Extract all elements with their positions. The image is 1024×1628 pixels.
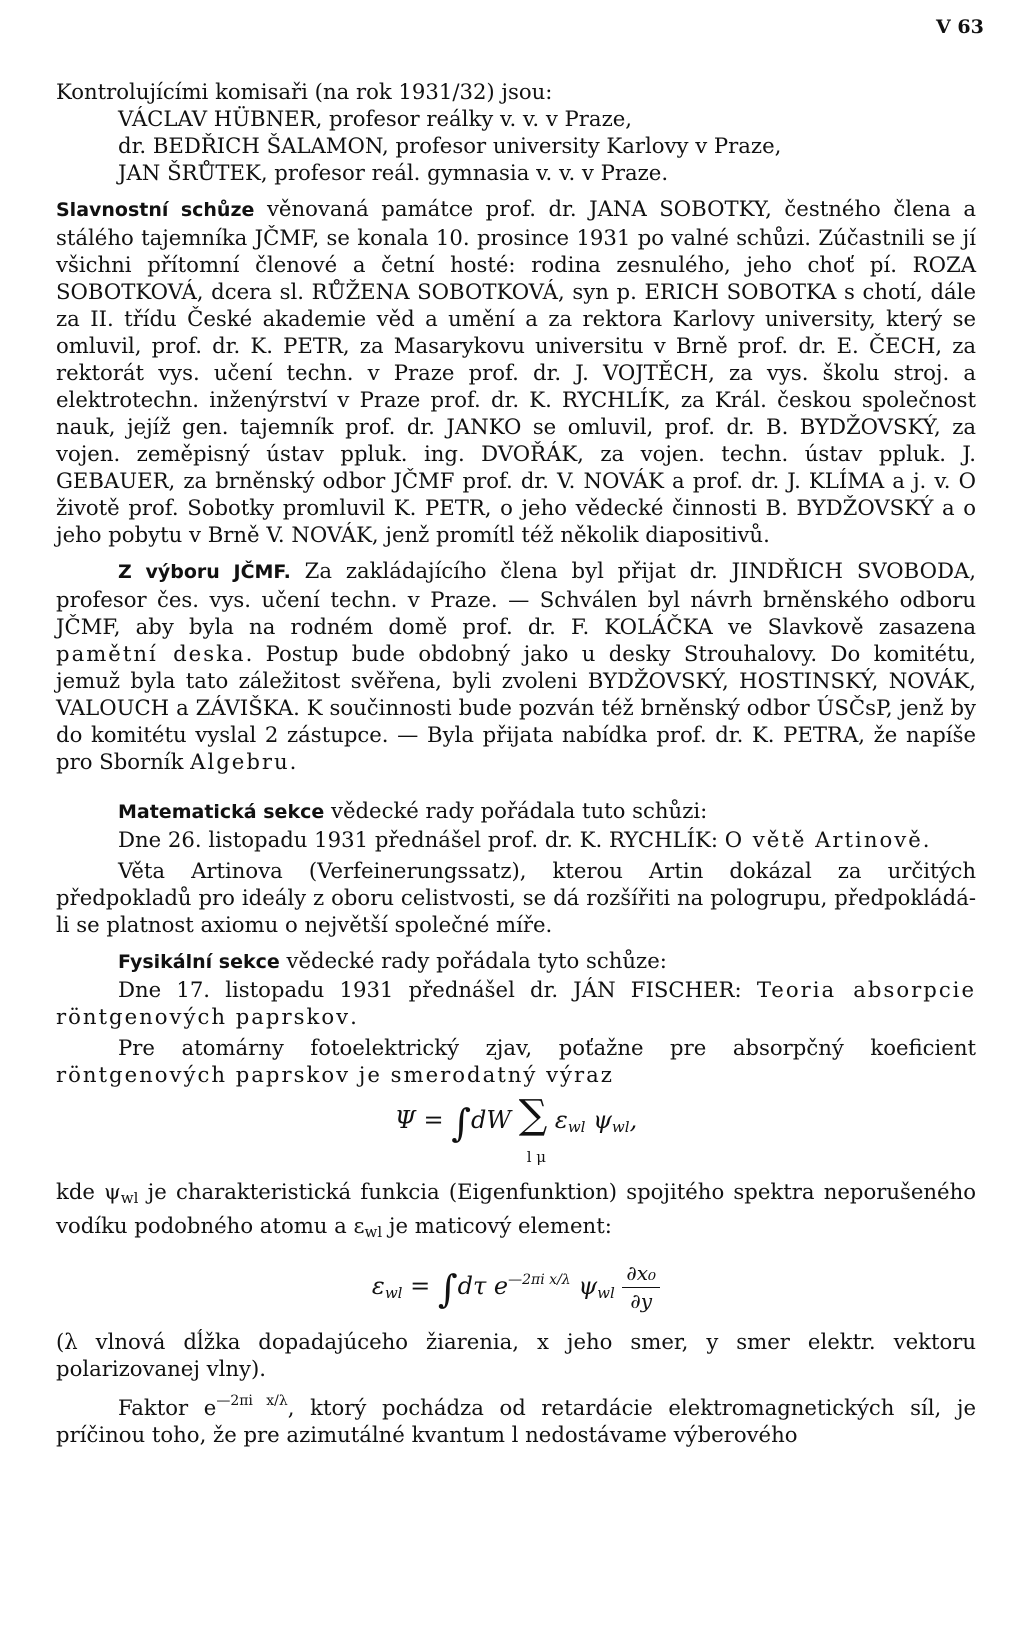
epsilon-formula: εwl = ∫dτ $e^{—2\pi i x/\lambda}$ ψwl $\frac{\text{∂x₀}}{\partial y}$ <box>56 1246 976 1328</box>
rychlik-lecture: Dne 26. listopadu 1931 přednášel prof. dr. K. RYCHLÍK: O větě Artinově. <box>118 827 930 852</box>
sigma-symbol: ∑ l μ <box>518 1092 548 1166</box>
fischer-lecture: Dne 17. listopadu 1931 přednášel dr. JÁN FISCHER: Teoria absorpcie röntgenových paprskov. <box>56 977 976 1029</box>
commissioner-2: dr. BEDŘICH ŠALAMON, profesor university Karlovy v Praze, <box>118 133 782 158</box>
partial-fraction: $\frac{\text{∂x₀}}{\partial y}$ <box>622 1260 660 1315</box>
factor-paragraph: Faktor $e^{—2\pi i x/\lambda}$, ktorý pochádza od retardácie elektromagnetických síl, je príčinou toho, že pre azimutálné kvantum l nedostávame výberového <box>56 1393 976 1447</box>
artin-paragraph: Věta Artinova (Verfeinerungssatz), kterou Artin dokázal za určitých předpokladů pro ideály z oboru celistvosti, se dá rozšířiti na pologrupu, předpokládá-li se platnost axiomu o největší společné míře. <box>56 858 976 937</box>
psi-formula: Ψ = ∫dW ∑ l μ εwl ψwl, <box>394 1092 638 1166</box>
commissioners-intro: Kontrolujícími komisaři (na rok 1931/32) jsou: <box>56 79 553 104</box>
math-section-paragraph: Matematická sekce vědecké rady pořádala tuto schůzi: <box>118 798 708 823</box>
committee-heading: Z výboru JČMF. <box>118 561 291 583</box>
commissioner-3: JAN ŠRŮTEK, profesor reál. gymnasia v. v. v Praze. <box>118 160 669 185</box>
page-text <box>56 78 976 1448</box>
ceremony-heading: Slavnostní schůze <box>56 199 255 221</box>
eigenfunction-paragraph: kde ψwl je charakteristická funkcia (Eigenfunktion) spojitého spektra neporušeného vodíku podobného atomu a εwl je maticový element: <box>56 1179 976 1241</box>
physics-section-paragraph: Fysikální sekce vědecké rady pořádala tyto schůze: <box>118 948 667 973</box>
page-number: V 63 <box>936 16 984 38</box>
ceremony-paragraph: Slavnostní schůze věnovaná památce prof. dr. JANA SOBOTKY, čestného člena a stálého tajemníka JČMF, se konala 10. prosince 1931 po valné schůzi. Zúčastnili se jí všichni přítomní členové a četní hosté: rodina zesnulého, jeho choť pí. ROZA SOBOTKOVÁ, dcera sl. RŮŽENA SOBOTKOVÁ, syn p. ERICH SOBOTKA s chotí, dále za II. třídu České akademie věd a umění a za rektora Karlovy university, který se omluvil, prof. dr. K. PETR, za Masarykovu universitu v Brně prof. dr. E. ČECH, za rektorát vys. učení techn. v Praze prof. dr. J. VOJTĚCH, za vys. školu stroj. a elektrotechn. inženýrství v Praze prof. dr. K. RYCHLÍK, za Král. českou společnost nauk, jejíž gen. tajemník prof. dr. JANKO se omluvil, prof. dr. B. BYDŽOVSKÝ, za vojen. zeměpisný ústav ppluk. ing. DVOŘÁK, za vojen. techn. ústav ppluk. J. GEBAUER, za brněnský odbor JČMF prof. dr. V. NOVÁK a prof. dr. J. KLÍMA a j. v. O životě prof. Sobotky promluvil K. PETR, o jeho vědecké činnosti B. BYDŽOVSKÝ a o jeho pobytu v Brně V. NOVÁK, jenž promítl též několik diapositivů. <box>56 196 976 547</box>
commissioner-1: VÁCLAV HÜBNER, profesor reálky v. v. v Praze, <box>118 106 632 131</box>
photoelectric-paragraph: Pre atomárny fotoelektrický zjav, poťažne pre absorpčný koeficient röntgenových paprskov je smerodatný výraz <box>56 1035 976 1087</box>
math-section-heading: Matematická sekce <box>118 801 325 823</box>
physics-section-heading: Fysikální sekce <box>118 951 280 973</box>
lambda-paragraph: (λ vlnová dĺžka dopadajúceho žiarenia, x jeho smer, y smer elektr. vektoru polarizovanej vlny). <box>56 1329 976 1381</box>
committee-paragraph: Z výboru JČMF. Za zakládajícího člena byl přijat dr. JINDŘICH SVOBODA, profesor čes. vys. učení techn. v Praze. — Schválen byl návrh brněnského odboru JČMF, aby byla na rodném domě prof. dr. F. KOLÁČKA ve Slavkově zasazena pamětní deska. Postup bude obdobný jako u desky Strouhalovy. Do komitétu, jemuž byla tato záležitost svěřena, byli zvoleni BYDŽOVSKÝ, HOSTINSKÝ, NOVÁK, VALOUCH a ZÁVIŠKA. K součinnosti bude pozván též brněnský odbor ÚSČsP, jenž by do komitétu vyslal 2 zástupce. — Byla přijata nabídka prof. dr. K. PETRA, že napíše pro Sborník Algebru. <box>56 558 976 774</box>
